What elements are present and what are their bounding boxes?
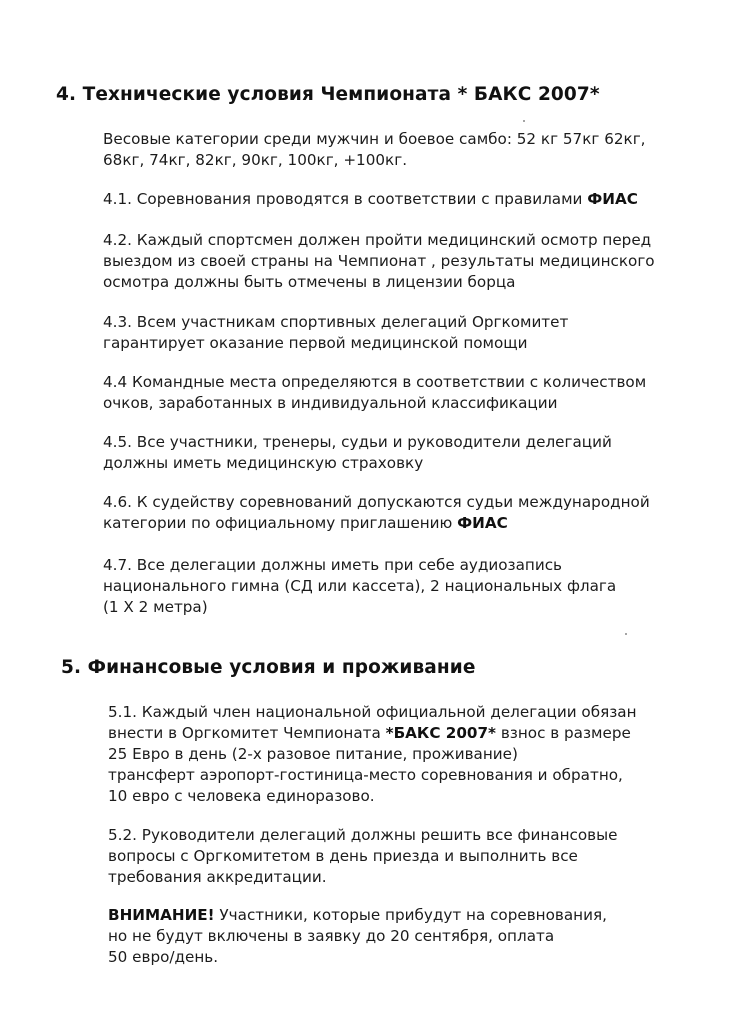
text-line: 4.4 Командные места определяются в соответствии с количеством xyxy=(103,373,647,391)
clause-text: внести в Оргкомитет Чемпионата xyxy=(108,724,386,742)
text-line: 4.6. К судейству соревнований допускаются судьи международной xyxy=(103,493,650,511)
notice-label: ВНИМАНИЕ! xyxy=(108,906,215,924)
weight-categories-paragraph xyxy=(103,129,646,171)
text-line: выездом из своей страны на Чемпионат , результаты медицинского xyxy=(103,252,655,270)
text-line: гарантирует оказание первой медицинской помощи xyxy=(103,334,528,352)
text-line: 68кг, 74кг, 82кг, 90кг, 100кг, +100кг. xyxy=(103,151,408,169)
notice-text: Участники, которые прибудут на соревнования, xyxy=(214,906,607,924)
text-line: но не будут включены в заявку до 20 сентября, оплата xyxy=(108,927,555,945)
section-4-heading: 4. Технические условия Чемпионата * БАКС 2007* xyxy=(56,84,600,105)
text-line: осмотра должны быть отмечены в лицензии борца xyxy=(103,273,516,291)
text-line: 5.2. Руководители делегаций должны решить все финансовые xyxy=(108,826,618,844)
text-line xyxy=(103,513,650,534)
baks-2007-emphasis: *БАКС 2007* xyxy=(385,724,496,742)
text-line: 50 евро/день. xyxy=(108,948,219,966)
clause-text: категории по официальному приглашению xyxy=(103,514,458,532)
text-line: очков, заработанных в индивидуальной классификации xyxy=(103,394,558,412)
clause-text: взнос в размере xyxy=(496,724,631,742)
clause-4-4 xyxy=(103,372,646,414)
clause-5-1 xyxy=(108,702,637,807)
text-line: требования аккредитации. xyxy=(108,868,327,886)
text-line: Весовые категории среди мужчин и боевое самбо: 52 кг 57кг 62кг, xyxy=(103,130,646,148)
text-line xyxy=(103,189,638,210)
fias-emphasis: ФИАС xyxy=(457,514,508,532)
clause-4-6 xyxy=(103,492,650,534)
clause-4-1 xyxy=(103,189,638,210)
text-line: 4.2. Каждый спортсмен должен пройти медицинский осмотр перед xyxy=(103,231,652,249)
text-line: (1 Х 2 метра) xyxy=(103,598,208,616)
fias-emphasis: ФИАС xyxy=(587,190,638,208)
section-5-heading: 5. Финансовые условия и проживание xyxy=(61,657,476,678)
notice-paragraph xyxy=(108,905,607,968)
text-line: 4.5. Все участники, тренеры, судьи и руководители делегаций xyxy=(103,433,612,451)
text-line: 10 евро с человека единоразово. xyxy=(108,787,375,805)
clause-4-3 xyxy=(103,312,568,354)
text-line: 25 Евро в день (2-х разовое питание, проживание) xyxy=(108,745,518,763)
scan-speck xyxy=(523,120,525,122)
clause-text: 4.1. Соревнования проводятся в соответствии с правилами xyxy=(103,190,588,208)
text-line xyxy=(108,723,637,744)
text-line: вопросы с Оргкомитетом в день приезда и выполнить все xyxy=(108,847,578,865)
clause-4-2 xyxy=(103,230,655,293)
clause-4-7 xyxy=(103,555,616,618)
text-line: 4.7. Все делегации должны иметь при себе аудиозапись xyxy=(103,556,563,574)
clause-4-5 xyxy=(103,432,612,474)
scan-speck xyxy=(625,633,627,635)
text-line: должны иметь медицинскую страховку xyxy=(103,454,424,472)
text-line xyxy=(108,905,607,926)
text-line: трансферт аэропорт-гостиница-место соревнования и обратно, xyxy=(108,766,623,784)
text-line: 4.3. Всем участникам спортивных делегаций Оргкомитет xyxy=(103,313,569,331)
clause-5-2 xyxy=(108,825,617,888)
text-line: национального гимна (СД или кассета), 2 национальных флага xyxy=(103,577,617,595)
text-line: 5.1. Каждый член национальной официальной делегации обязан xyxy=(108,703,637,721)
